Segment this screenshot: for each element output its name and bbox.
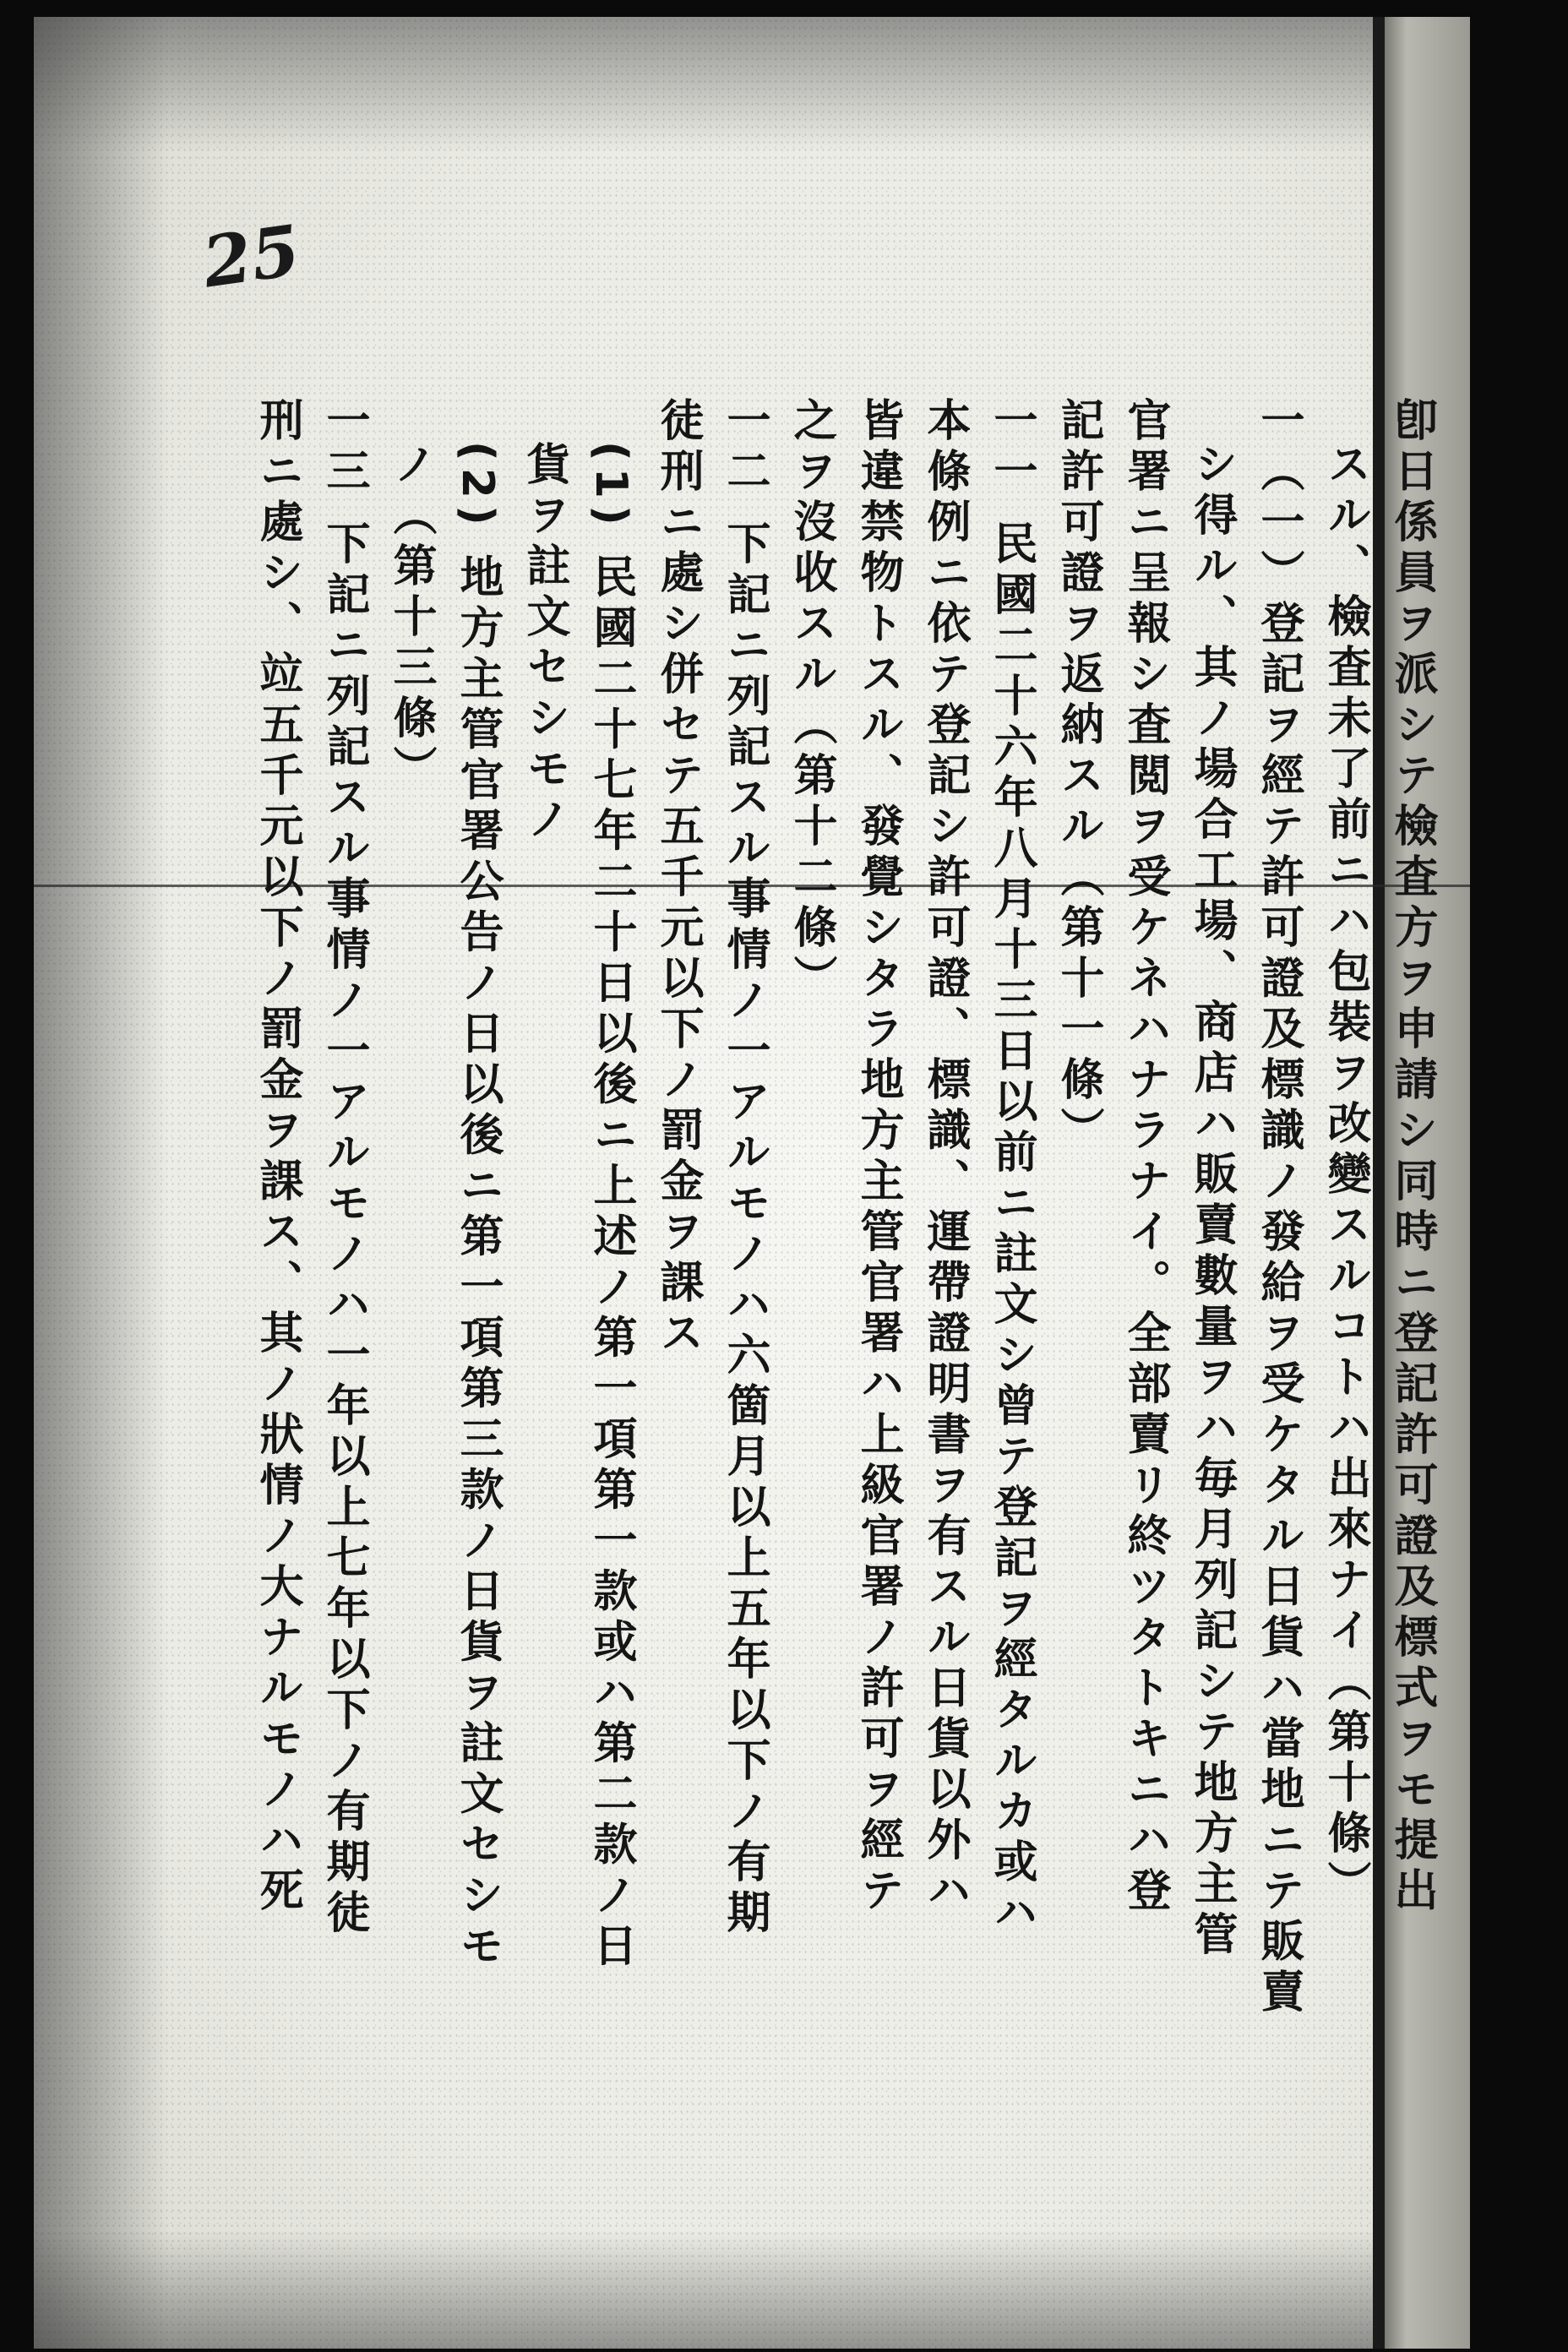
- text-line: 徒刑ニ處シ併セテ五千元以下ノ罰金ヲ課ス: [652, 397, 703, 1360]
- text-line: 記許可證ヲ返納スル（第十一條）: [1053, 397, 1103, 1157]
- text-line: (1) 民國二十七年二十日以後ニ上述ノ第一項第一款或ハ第二款ノ日: [585, 441, 636, 1974]
- vertical-text-body: [228, 397, 1445, 2121]
- text-line: 貨ヲ註文セシモノ: [519, 441, 569, 847]
- text-line: シ得ル、其ノ場合工場、商店ハ販賣數量ヲハ毎月列記シテ地方主管: [1186, 441, 1237, 1962]
- text-line: 一一 民國二十六年八月十三日以前ニ註文シ曾テ登記ヲ經タルカ或ハ: [986, 397, 1037, 1941]
- top-shadow: [34, 17, 1470, 152]
- text-line: 之ヲ沒收スル（第十二條）: [786, 397, 836, 1005]
- text-line: ノ（第十三條）: [385, 441, 436, 796]
- text-line: 卽日係員ヲ派シテ檢査方ヲ申請シ同時ニ登記許可證及標式ヲモ提出: [1386, 397, 1437, 1918]
- bottom-shadow: [34, 2230, 1470, 2349]
- page-number: 25: [198, 210, 305, 304]
- left-shadow: [34, 17, 169, 2349]
- text-line: 一三 下記ニ列記スル事情ノ一アルモノハ一年以上七年以下ノ有期徒: [318, 397, 369, 1941]
- text-line: 皆違禁物トスル、發覺シタラ地方主管官署ハ上級官署ノ許可ヲ經テ: [852, 397, 903, 1918]
- text-line: 官署ニ呈報シ査閲ヲ受ケネハナラナイ。全部賣リ終ツタトキニハ登: [1119, 397, 1170, 1918]
- text-line: 刑ニ處シ、竝五千元以下ノ罰金ヲ課ス、其ノ狀情ノ大ナルモノハ死: [252, 397, 302, 1918]
- text-line: 一（一）登記ヲ經テ許可證及標識ノ發給ヲ受ケタル日貨ハ當地ニテ販賣: [1253, 397, 1304, 2019]
- text-line: (2) 地方主管官署公告ノ日以後ニ第一項第三款ノ日貨ヲ註文セシモ: [452, 441, 503, 1974]
- text-line: スル、檢査未了前ニハ包裝ヲ改變スルコトハ出來ナイ（第十條）: [1320, 441, 1370, 1911]
- text-line: 本條例ニ依テ登記シ許可證、標識、運帶證明書ヲ有スル日貨以外ハ: [919, 397, 970, 1918]
- text-line: 一二 下記ニ列記スル事情ノ一アルモノハ六箇月以上五年以下ノ有期: [719, 397, 770, 1941]
